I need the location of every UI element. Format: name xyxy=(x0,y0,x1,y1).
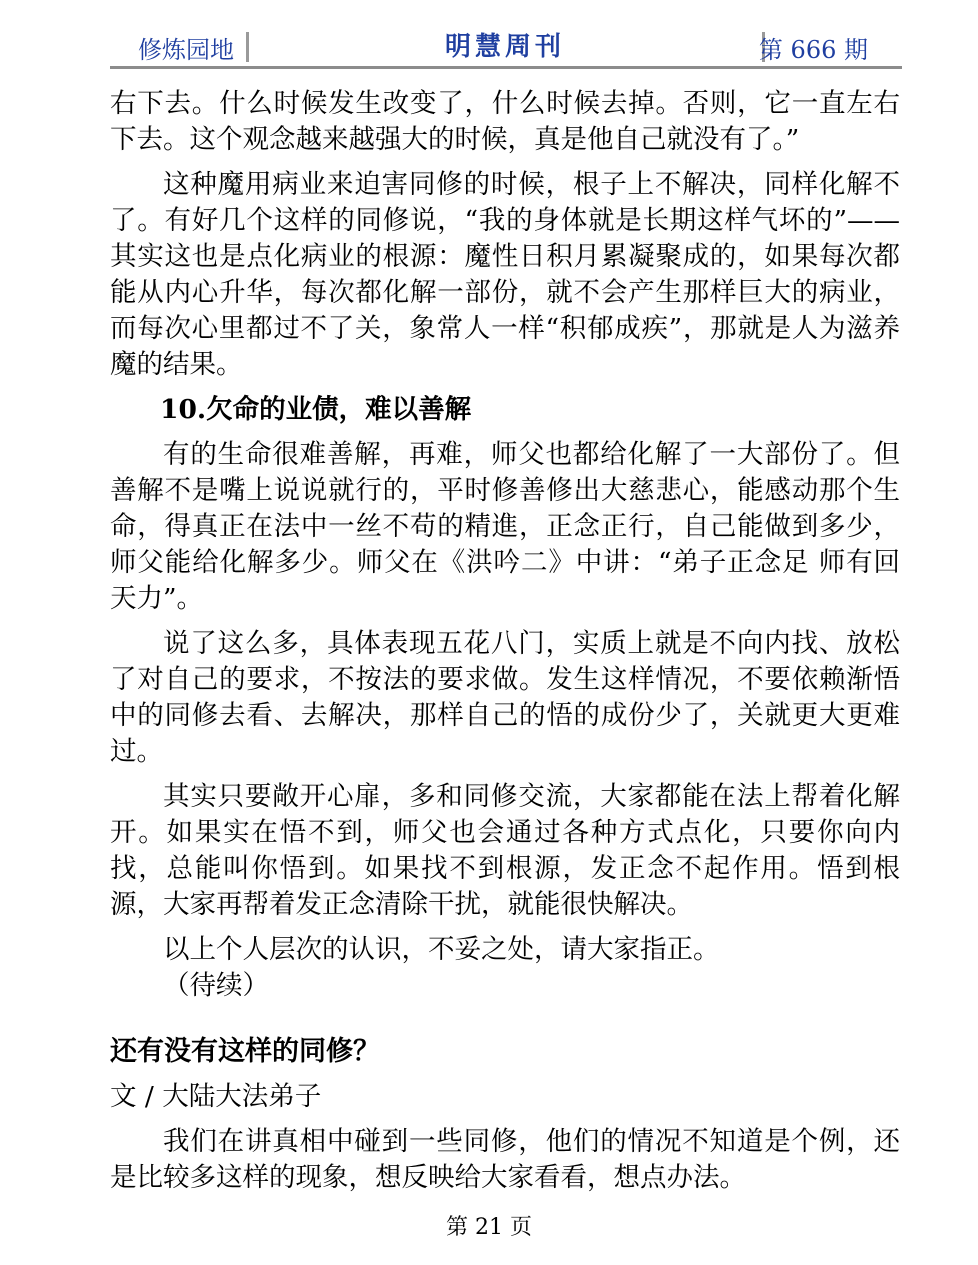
header-rule xyxy=(110,66,902,69)
article-byline: 文 / 大陆大法弟子 xyxy=(110,1081,322,1112)
paragraph: 以上个人层次的认识，不妥之处，请大家指正。 xyxy=(163,934,720,965)
issue-number: 第 666 期 xyxy=(758,36,868,64)
paragraph: 这种魔用病业来迫害同修的时候，根子上不解决，同样化解不了。有好几个这样的同修说，“我的身体就是长期这样气坏的”——其实这也是点化病业的根源：魔性日积月累凝聚成的，如果每次都能从内心升华，每次都化解一部份，就不会产生那样巨大的病业，而每次心里都过不了关，象常人一样“积郁成疾”，那就是人为滋养魔的结果。 xyxy=(110,169,900,380)
article-body xyxy=(110,86,900,1196)
section-subheading: 10.欠命的业债，难以善解 xyxy=(160,394,472,425)
to-be-continued: （待续） xyxy=(163,970,269,1001)
page-header xyxy=(110,24,900,66)
paragraph: 说了这么多，具体表现五花八门，实质上就是不向内找、放松了对自己的要求，不按法的要求做。发生这样情况，不要依赖渐悟中的同修去看、去解决，那样自己的悟的成份少了，关就更大更难过。 xyxy=(110,628,900,767)
paragraph-continued: 右下去。什么时候发生改变了，什么时候去掉。否则，它一直左右下去。这个观念越来越强大的时候，真是他自己就没有了。” xyxy=(110,88,900,155)
paragraph: 其实只要敞开心扉，多和同修交流，大家都能在法上帮着化解开。如果实在悟不到，师父也会通过各种方式点化，只要你向内找，总能叫你悟到。如果找不到根源，发正念不起作用。悟到根源，大家再帮着发正念清除干扰，就能很快解决。 xyxy=(110,781,900,920)
paragraph: 有的生命很难善解，再难，师父也都给化解了一大部份了。但善解不是嘴上说说就行的，平时修善修出大慈悲心，能感动那个生命，得真正在法中一丝不苟的精進，正念正行，自己能做到多少，师父能给化解多少。师父在《洪吟二》中讲：“弟子正念足 师有回天力”。 xyxy=(110,439,900,614)
page-number: 第 21 页 xyxy=(446,1215,532,1240)
publication-title: 明慧周刊 xyxy=(444,32,565,62)
article-title: 还有没有这样的同修？ xyxy=(110,1036,380,1067)
section-name: 修炼园地 xyxy=(138,36,234,64)
paragraph: 我们在讲真相中碰到一些同修，他们的情况不知道是个例，还是比较多这样的现象，想反映给大家看看，想点办法。 xyxy=(110,1126,900,1193)
